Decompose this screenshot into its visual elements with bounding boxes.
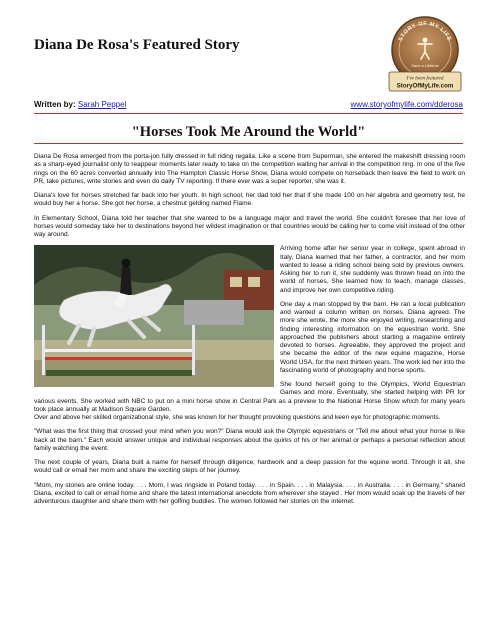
story-title: "Horses Took Me Around the World": [131, 124, 366, 140]
story-paragraph: One day a man stopped by the barn. He ran a local publication and wanted a column written on horses. Diana agreed. The more she wrote, the more she enjoyed writing, researching and finding interesting information on the equestrian world. She approached the publishers about starting a magazine entirely devoted to horses. Agreeable, they approved the project and she became the editor of the new equine magazine, Horse World USA, for the next thirteen years. The work led her into the fascinating world of photography and horse sports.: [280, 300, 465, 374]
header-divider: [34, 113, 463, 114]
badge-graphic: [384, 14, 466, 96]
badge-arc-text: STORY OF MY LIFE: [397, 20, 453, 43]
story-paragraph: Over and above her skilled organizational style, she was known for her thought provoking questions and keen eye for photographic moments.: [34, 414, 441, 421]
horse-jump-photo: [34, 245, 274, 387]
story-paragraph: The next couple of years, Diana built a name for herself through diligence, hardwork and a deep passion for the equine world. Through it all, she would call or email her mom and share the exciting steps of her journey.: [34, 459, 465, 475]
featured-badge[interactable]: [384, 14, 466, 96]
story-paragraph: Diana De Rosa emerged from the porta-jon fully dressed in full riding regalia. Like a scene from Superman, she entered the makeshift dressing room as a sharp-eyed journalist only to reappear moments later ready to take on the competition waiting her arrival in the competition ring. In one of the five rings on the 60 acres converted annually into The Hampton Classic Horse Show, Diana would compete on horseback then leave the field to work on PR, take pictures, write stories and even do daily TV reporting. If there ever was a super reporter, she was it.: [34, 153, 465, 185]
story-paragraph: In Elementary School, Diana told her teacher that she wanted to be a language major and travel the world. She couldn't foresee that her love of horses would someday take her to destinations beyond her wildest imagination or that countries would be calling her to come visit instead of the other way around.: [34, 214, 465, 238]
title-divider: [34, 143, 463, 144]
page-title: Diana De Rosa's Featured Story: [34, 37, 240, 53]
author-link[interactable]: Sarah Peppel: [77, 100, 127, 109]
byline: [34, 99, 463, 111]
badge-subtitle: Save a Lifetime: [411, 63, 439, 68]
story-body: [34, 153, 465, 512]
badge-banner-line2: StoryOfMyLife.com: [396, 82, 454, 90]
byline-label: Written by:: [34, 100, 76, 109]
story-paragraph: She found herself going to the Olympics, World Equestrian Games and more. Eventually, she started helping with PR for various events. She worked with NBC to put on a mini horse show in Central Park as a preview to the National Horse Show which for many years took place annually at Madison Square Garden.: [34, 381, 465, 413]
badge-banner-line1: I've been featured: [406, 75, 444, 82]
website-link[interactable]: www.storyofmylife.com/dderosa: [350, 100, 463, 109]
story-paragraph: "What was the first thing that crossed your mind when you won?" Diana would ask the Olympic equestrians or "Tell me about what your horse is like back at the barn." Each would answer unique and individual responses about the quirks of his or her animal or perhaps a personal reflection about family watching the event.: [34, 428, 465, 452]
story-paragraph: Diana's love for horses stretched far back into her youth. In high school, her dad told her that if she made 100 on her algebra and geometry test, he would buy her a horse. She got her horse, a chestnut gelding named Flame.: [34, 192, 465, 208]
story-paragraph: "Mom, my stories are online today. . . . Mom, I was ringside in Poland today. . . . in Spain. . . . in Malaysia. . . . in Australia. . . . in Germany," shared Diana, excited to call or email home and share the latest international anecdote from wherever she stayed . Her mom would soak up the travels of her adventurous daughter and share them with her golfing buddies. The women followed her stories on the internet.: [34, 481, 465, 505]
story-paragraph: Arriving home after her senior year in college, spent abroad in Italy, Diana learned that her father, a contractor, and her mom wanted to lease a riding school being sold by previous owners. Asking her to run it, she suddenly was thrown head on into the world of horses. She learned how to teach, manage classes, and improve her own competitive riding.: [280, 245, 465, 294]
